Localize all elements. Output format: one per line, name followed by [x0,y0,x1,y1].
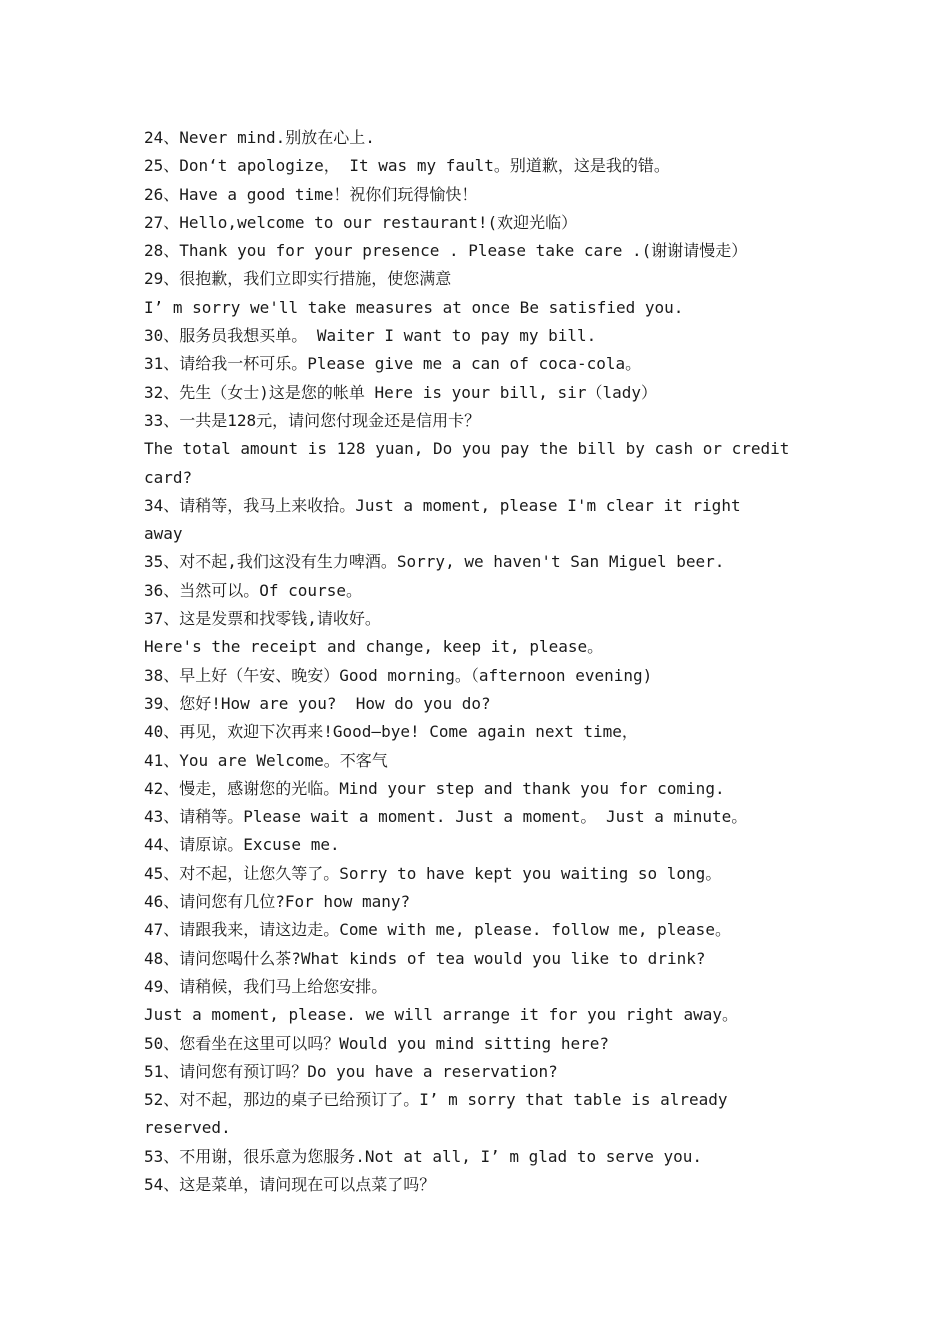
text-line: 37、这是发票和找零钱,请收好。 [144,609,381,629]
text-line: The total amount is 128 yuan, Do you pay the bill by cash or credit [144,439,790,459]
text-line: 40、再见，欢迎下次再来!Good—bye! Come again next time， [144,722,638,742]
text-line: 42、慢走，感谢您的光临。Mind your step and thank you for coming. [144,778,725,798]
text-line: 52、对不起，那边的桌子已给预订了。I’ m sorry that table is already [144,1090,728,1110]
document-page [144,124,810,1199]
text-line: Here's the receipt and change, keep it, please。 [144,637,604,657]
text-line: away [144,524,183,544]
text-line: 47、请跟我来，请这边走。Come with me, please. follow me, please。 [144,920,731,940]
text-line: 41、You are Welcome。不客气 [144,750,388,770]
text-line: Just a moment, please. we will arrange it for you right away。 [144,1005,738,1025]
text-line: 48、请问您喝什么茶?What kinds of tea would you like to drink? [144,948,706,968]
text-line: reserved. [144,1118,231,1138]
text-line: card? [144,467,193,487]
text-line: 30、服务员我想买单。 Waiter I want to pay my bill. [144,326,597,346]
text-line: 26、Have a good time！祝你们玩得愉快！ [144,184,478,204]
text-line: 28、Thank you for your presence . Please take care .(谢谢请慢走） [144,241,748,261]
text-line: 50、您看坐在这里可以吗？Would you mind sitting here? [144,1033,609,1053]
text-line: 27、Hello,welcome to our restaurant!(欢迎光临） [144,212,578,232]
text-line: 36、当然可以。Of course。 [144,580,362,600]
text-line: 53、不用谢，很乐意为您服务.Not at all, I’ m glad to serve you. [144,1146,703,1166]
text-line: I’ m sorry we'll take measures at once Be satisfied you. [144,297,684,317]
text-line: 35、对不起,我们这没有生力啤酒。Sorry, we haven't San Miguel beer. [144,552,725,572]
text-line: 32、先生（女士)这是您的帐单 Here is your bill, sir（lady） [144,382,657,402]
text-line: 51、请问您有预订吗？Do you have a reservation? [144,1061,558,1081]
text-line: 45、对不起，让您久等了。Sorry to have kept you waiting so long。 [144,863,722,883]
text-line: 33、一共是128元，请问您付现金还是信用卡？ [144,410,481,430]
text-line: 39、您好!How are you? How do you do? [144,693,491,713]
text-line: 49、请稍候，我们马上给您安排。 [144,976,388,996]
text-line: 46、请问您有几位?For how many? [144,892,411,912]
text-line: 25、Don‘t apologize， It was my fault。别道歉，这是我的错。 [144,156,670,176]
text-line: 34、请稍等，我马上来收拾。Just a moment, please I'm clear it right [144,495,741,515]
text-line: 43、请稍等。Please wait a moment. Just a moment。 Just a minute。 [144,807,748,827]
text-line: 54、这是菜单，请问现在可以点菜了吗？ [144,1174,436,1194]
text-line: 29、很抱歉，我们立即实行措施，使您满意 [144,269,452,289]
text-line: 24、Never mind.别放在心上. [144,128,375,147]
text-line: 38、早上好（午安、晚安）Good morning。（afternoon evening) [144,665,653,685]
text-line: 44、请原谅。Excuse me. [144,835,340,855]
text-line: 31、请给我一杯可乐。Please give me a can of coca-cola。 [144,354,642,374]
